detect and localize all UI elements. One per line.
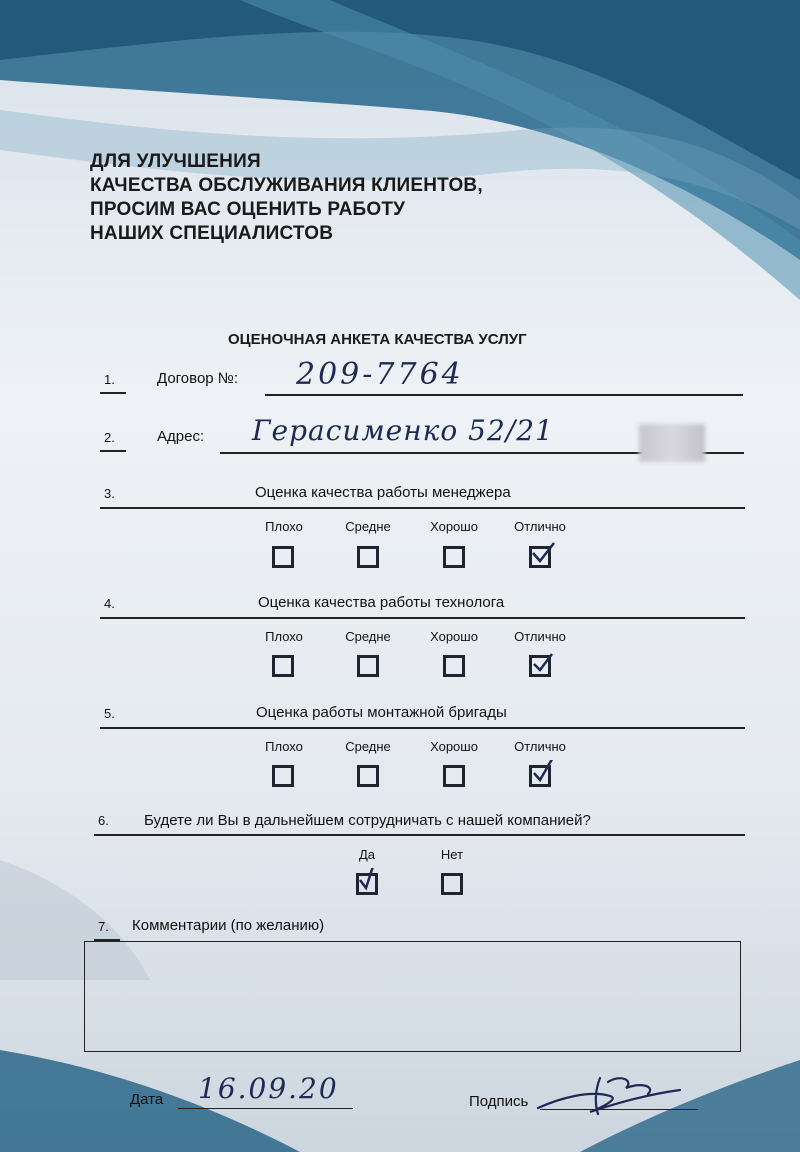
comments-label: Комментарии (по желанию) (132, 917, 325, 934)
crew-average-checkbox[interactable] (357, 765, 379, 787)
redacted-area (639, 424, 705, 462)
option-label-good: Хорошо (430, 629, 478, 644)
option-label-excellent: Отлично (514, 739, 566, 754)
item-number-1: 1. (104, 372, 115, 387)
option-label-poor: Плохо (265, 629, 303, 644)
item-number-2: 2. (104, 430, 115, 445)
number-underline (100, 450, 126, 452)
option-label-excellent: Отлично (514, 629, 566, 644)
comments-textarea[interactable] (84, 941, 741, 1052)
address-field[interactable]: Герасименко 52/21 (252, 414, 554, 447)
manager-average-checkbox[interactable] (357, 546, 379, 568)
date-line (178, 1108, 353, 1109)
contract-label: Договор №: (157, 370, 239, 387)
heading-line-3: ПРОСИМ ВАС ОЦЕНИТЬ РАБОТУ (90, 199, 406, 220)
page-heading (90, 150, 483, 246)
option-label-average: Средне (345, 519, 391, 534)
form-title: ОЦЕНОЧНАЯ АНКЕТА КАЧЕСТВА УСЛУГ (228, 331, 527, 348)
option-label-excellent: Отлично (514, 519, 566, 534)
question-crew-label: Оценка работы монтажной бригады (256, 704, 507, 721)
cooperation-no-checkbox[interactable] (441, 873, 463, 895)
technologist-good-checkbox[interactable] (443, 655, 465, 677)
option-label-good: Хорошо (430, 739, 478, 754)
checkmark-icon (530, 760, 556, 786)
crew-excellent-checkbox[interactable] (529, 765, 551, 787)
option-label-average: Средне (345, 739, 391, 754)
technologist-poor-checkbox[interactable] (272, 655, 294, 677)
contract-number-field[interactable]: 209-7764 (296, 357, 464, 392)
heading-line-4: НАШИХ СПЕЦИАЛИСТОВ (90, 223, 334, 244)
manager-excellent-checkbox[interactable] (529, 546, 551, 568)
question-line (100, 727, 745, 729)
cooperation-question-label: Будете ли Вы в дальнейшем сотрудничать с нашей компанией? (144, 812, 591, 829)
item-number-5: 5. (104, 706, 115, 721)
option-label-no: Нет (440, 847, 464, 862)
option-label-poor: Плохо (265, 519, 303, 534)
option-label-good: Хорошо (430, 519, 478, 534)
option-label-poor: Плохо (265, 739, 303, 754)
date-label: Дата (130, 1091, 164, 1108)
item-number-6: 6. (98, 813, 109, 828)
crew-poor-checkbox[interactable] (272, 765, 294, 787)
handwritten-signature-field[interactable] (530, 1068, 690, 1122)
contract-line (265, 394, 743, 396)
question-line (100, 507, 745, 509)
technologist-excellent-checkbox[interactable] (529, 655, 551, 677)
crew-good-checkbox[interactable] (443, 765, 465, 787)
heading-line-1: ДЛЯ УЛУЧШЕНИЯ (90, 151, 261, 172)
question-technologist-label: Оценка качества работы технолога (258, 594, 505, 611)
question-line (94, 834, 745, 836)
option-label-yes: Да (358, 847, 376, 862)
question-manager-label: Оценка качества работы менеджера (255, 484, 511, 501)
technologist-average-checkbox[interactable] (357, 655, 379, 677)
item-number-3: 3. (104, 486, 115, 501)
manager-poor-checkbox[interactable] (272, 546, 294, 568)
number-underline (100, 392, 126, 394)
option-label-average: Средне (345, 629, 391, 644)
cooperation-yes-checkbox[interactable] (356, 873, 378, 895)
manager-good-checkbox[interactable] (443, 546, 465, 568)
item-number-4: 4. (104, 596, 115, 611)
checkmark-icon (530, 650, 556, 676)
signature-label: Подпись (469, 1093, 529, 1110)
question-line (100, 617, 745, 619)
address-label: Адрес: (157, 428, 205, 445)
date-field[interactable]: 16.09.20 (198, 1072, 339, 1105)
checkmark-icon (357, 868, 383, 894)
heading-line-2: КАЧЕСТВА ОБСЛУЖИВАНИЯ КЛИЕНТОВ, (90, 175, 483, 196)
checkmark-icon (530, 541, 556, 567)
item-number-7: 7. (98, 919, 109, 934)
